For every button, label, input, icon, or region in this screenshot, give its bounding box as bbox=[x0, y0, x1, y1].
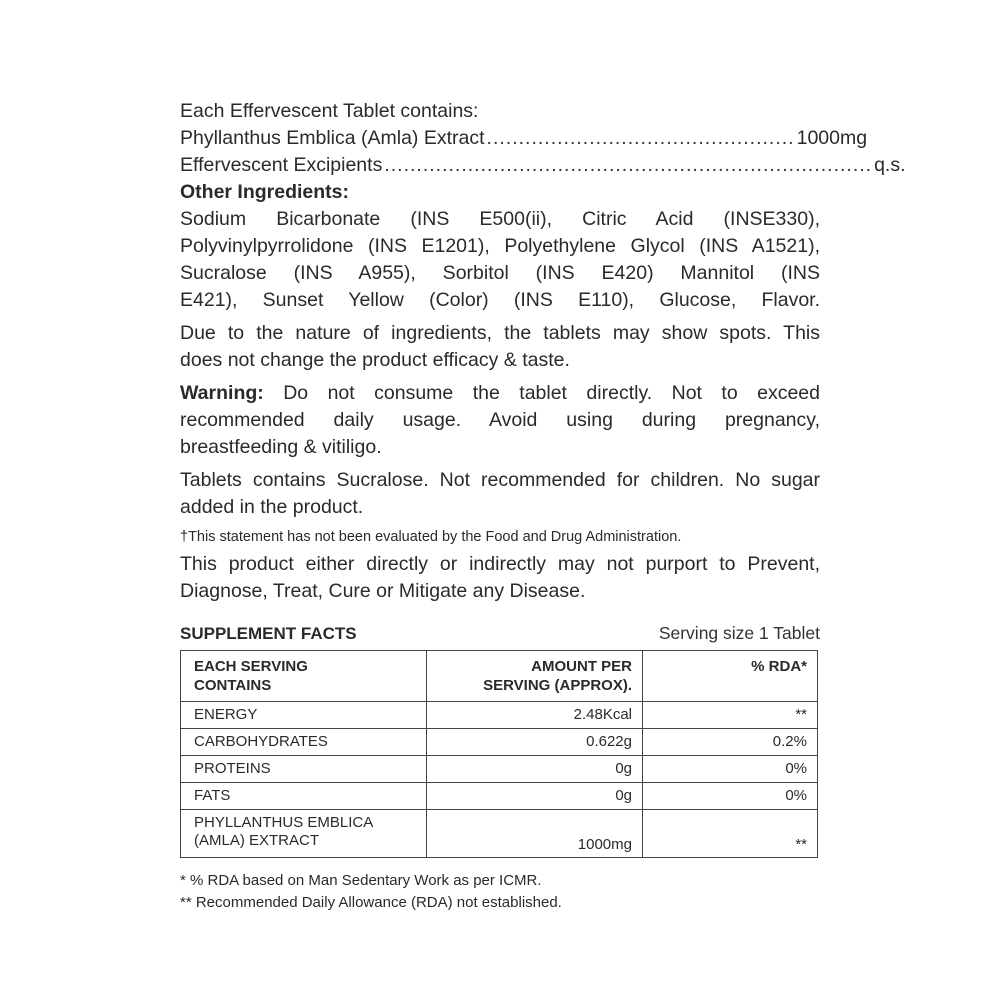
table-row bbox=[181, 783, 818, 810]
ingredient-amount: q.s. bbox=[874, 154, 906, 176]
sucralose-note-line: Tablets contains Sucralose. Not recommended for children. No sugar bbox=[180, 469, 820, 491]
other-ingredients-heading: Other Ingredients: bbox=[180, 181, 350, 203]
footnotes bbox=[180, 870, 820, 914]
nutrient-amount: 0.622g bbox=[427, 729, 643, 756]
column-header-text: AMOUNT PER bbox=[531, 658, 632, 675]
table-row bbox=[181, 702, 818, 729]
nutrient-amount: 2.48Kcal bbox=[427, 702, 643, 729]
column-header-text: EACH SERVING bbox=[194, 658, 308, 675]
warning-text: Do not consume the tablet directly. Not to exceed bbox=[263, 382, 820, 404]
dot-leader: ................................................ bbox=[486, 127, 795, 149]
footnote: ** Recommended Daily Allowance (RDA) not established. bbox=[180, 894, 562, 911]
column-header-serving bbox=[181, 651, 427, 702]
nutrient-name bbox=[181, 810, 427, 858]
sucralose-note bbox=[180, 467, 820, 521]
ingredient-row-amla bbox=[180, 125, 868, 152]
table-header-row bbox=[181, 651, 818, 702]
other-ingredients-line: Sodium Bicarbonate (INS E500(ii), Citric Acid (INSE330), bbox=[180, 208, 820, 230]
nutrient-rda: ** bbox=[643, 702, 818, 729]
spots-note-line: does not change the product efficacy & taste. bbox=[180, 349, 570, 371]
nutrient-rda: ** bbox=[643, 810, 818, 858]
dot-leader: ............................................................................ bbox=[384, 154, 873, 176]
ingredient-name: Phyllanthus Emblica (Amla) Extract bbox=[180, 127, 485, 149]
nutrient-name: PROTEINS bbox=[181, 756, 427, 783]
table-row bbox=[181, 756, 818, 783]
nutrient-rda: 0.2% bbox=[643, 729, 818, 756]
nutrient-name: FATS bbox=[181, 783, 427, 810]
column-header-text: CONTAINS bbox=[194, 677, 272, 694]
warning-block bbox=[180, 380, 820, 461]
nutrient-rda: 0% bbox=[643, 783, 818, 810]
ingredient-row-excipients bbox=[180, 152, 906, 179]
column-header-amount bbox=[427, 651, 643, 702]
spots-note bbox=[180, 320, 820, 374]
supplement-facts-header bbox=[180, 623, 820, 644]
tablet-contents-heading: Each Effervescent Tablet contains: bbox=[180, 100, 479, 122]
nutrient-amount: 0g bbox=[427, 756, 643, 783]
warning-line: breastfeeding & vitiligo. bbox=[180, 436, 382, 458]
ingredient-name: Effervescent Excipients bbox=[180, 154, 383, 176]
nutrient-name-line: PHYLLANTHUS EMBLICA bbox=[194, 814, 374, 831]
column-header-text: SERVING (APPROX). bbox=[483, 677, 632, 694]
warning-line: recommended daily usage. Avoid using during pregnancy, bbox=[180, 409, 820, 431]
ingredient-amount: 1000mg bbox=[796, 127, 868, 149]
table-row bbox=[181, 810, 818, 858]
sucralose-note-line: added in the product. bbox=[180, 496, 364, 518]
fda-statement: †This statement has not been evaluated by the Food and Drug Administration. bbox=[180, 529, 682, 545]
nutrient-rda: 0% bbox=[643, 756, 818, 783]
spots-note-line: Due to the nature of ingredients, the tablets may show spots. This bbox=[180, 322, 820, 344]
warning-line bbox=[180, 380, 820, 407]
nutrient-name-line: (AMLA) EXTRACT bbox=[194, 832, 320, 849]
nutrient-amount: 0g bbox=[427, 783, 643, 810]
disclaimer-line: Diagnose, Treat, Cure or Mitigate any Disease. bbox=[180, 580, 586, 602]
disclaimer bbox=[180, 551, 820, 605]
supplement-facts-title: SUPPLEMENT FACTS bbox=[180, 624, 357, 643]
other-ingredients-line: Polyvinylpyrrolidone (INS E1201), Polyethylene Glycol (INS A1521), bbox=[180, 235, 820, 257]
nutrient-name: ENERGY bbox=[181, 702, 427, 729]
other-ingredients-list bbox=[180, 206, 820, 314]
nutrient-amount: 1000mg bbox=[427, 810, 643, 858]
nutrient-name: CARBOHYDRATES bbox=[181, 729, 427, 756]
column-header-rda: % RDA* bbox=[643, 651, 818, 702]
supplement-facts-table bbox=[180, 650, 818, 858]
other-ingredients-line: E421), Sunset Yellow (Color) (INS E110), Glucose, Flavor. bbox=[180, 289, 820, 311]
footnote: * % RDA based on Man Sedentary Work as per ICMR. bbox=[180, 872, 542, 889]
warning-label: Warning: bbox=[180, 382, 264, 404]
other-ingredients-line: Sucralose (INS A955), Sorbitol (INS E420) Mannitol (INS bbox=[180, 262, 820, 284]
label-panel bbox=[180, 98, 906, 914]
disclaimer-line: This product either directly or indirectly may not purport to Prevent, bbox=[180, 553, 820, 575]
table-row bbox=[181, 729, 818, 756]
serving-size: Serving size 1 Tablet bbox=[658, 623, 820, 643]
